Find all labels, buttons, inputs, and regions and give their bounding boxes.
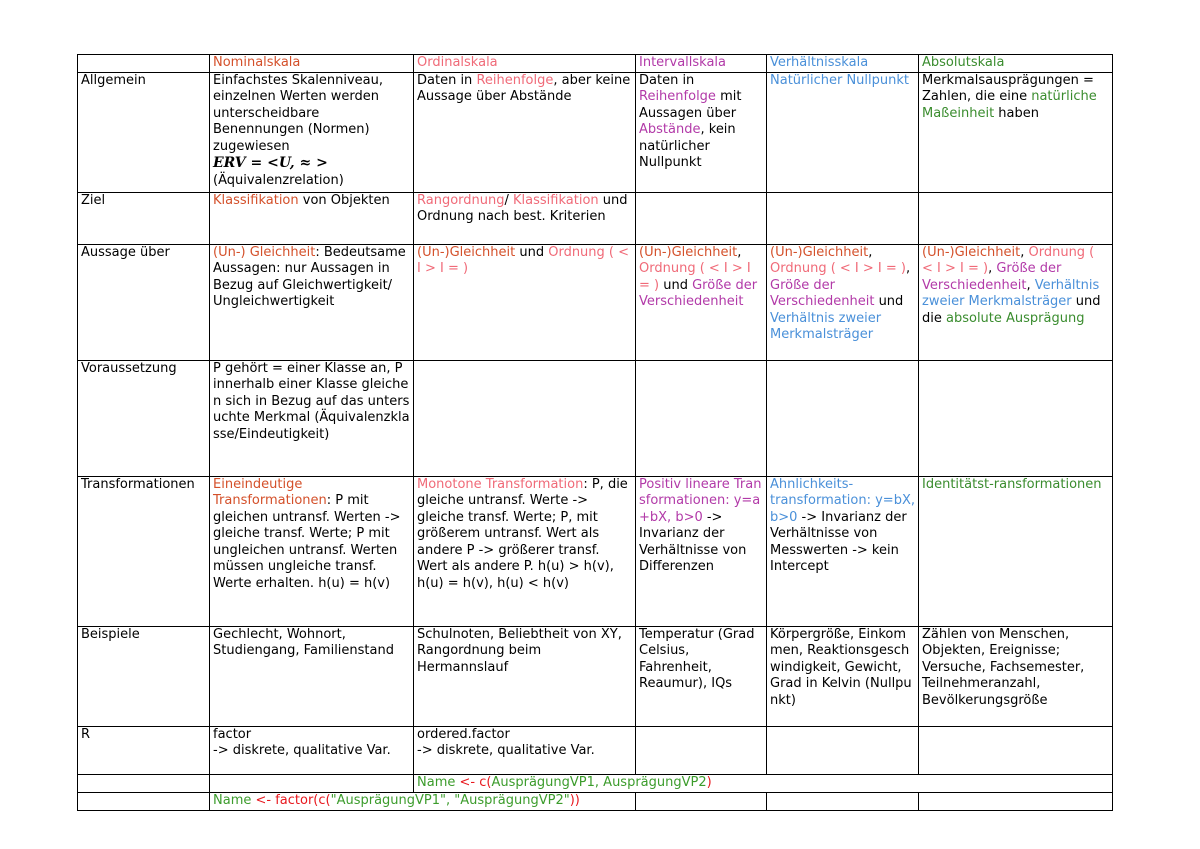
row-code-factor <box>78 792 1113 810</box>
text: -> Invarianz der Verhältnisse von Differenzen <box>639 509 747 574</box>
row-allgemein <box>78 72 1113 192</box>
keyword: Ordnung ( < I > I = ) <box>639 261 751 293</box>
text: haben <box>994 105 1039 121</box>
text: , <box>1020 244 1029 260</box>
empty-cell <box>636 792 767 810</box>
r-absolut <box>919 726 1113 774</box>
allgemein-absolut <box>919 72 1113 192</box>
ziel-absolut <box>919 192 1113 244</box>
keyword: (Un-)Gleichheit <box>770 244 869 260</box>
text: : Bedeutsame Aussagen: nur Aussagen in Bezug auf Gleichwertigkeit/ Ungleichwertigkeit <box>213 244 406 309</box>
keyword: Größe der Verschiedenheit <box>770 277 875 309</box>
cell-text: Einfachstes Skalenniveau, einzelnen Werten werden unterscheidbare Benennungen (Normen) zugewiesen <box>213 72 384 154</box>
r-nominal <box>210 726 414 774</box>
r-verhaeltnis <box>767 726 919 774</box>
header-nominal: Nominalskala <box>210 55 414 73</box>
text: Merkmalsausprägungen = Zahlen, die eine <box>922 72 1094 104</box>
r-intervall <box>636 726 767 774</box>
r-ordinal <box>414 726 636 774</box>
keyword: (Un-) Gleichheit <box>213 244 316 260</box>
text: und <box>659 277 693 293</box>
aussage-absolut <box>919 244 1113 360</box>
text: und <box>874 294 904 309</box>
beispiele-absolut: Zählen von Menschen, Objekten, Ereignisse; Versuche, Fachsemester, Teilnehmeranzahl, Bevölkerungsgröße <box>919 626 1113 726</box>
empty-cell <box>78 792 210 810</box>
keyword: Ordnung ( < I > I = ) <box>417 244 630 276</box>
text: / <box>504 192 514 208</box>
keyword: Verhältnis zweier Merkmalsträger <box>770 310 882 342</box>
voraussetzung-verhaeltnis <box>767 360 919 476</box>
text: , aber keine Aussage über Abstände <box>417 72 631 104</box>
row-label: Ziel <box>78 192 210 244</box>
keyword: Größe der Verschiedenheit <box>639 277 758 309</box>
keyword: Größe der Verschiedenheit <box>922 261 1062 293</box>
keyword: Positiv lineare Transformationen: y=a+bX, b>0 <box>639 476 762 525</box>
code-args: "AusprägungVP1", "AusprägungVP2" <box>330 792 570 808</box>
keyword: Eineindeutige Transformationen <box>213 476 327 508</box>
header-row <box>78 55 1113 73</box>
row-beispiele <box>78 626 1113 726</box>
keyword: (Un-)Gleichheit <box>417 244 516 260</box>
corner-cell <box>78 55 210 73</box>
transformation-intervall <box>636 476 767 626</box>
text: von Objekten <box>298 192 390 208</box>
text: -> diskrete, qualitative Var. <box>213 743 391 758</box>
text: Daten in <box>639 72 695 88</box>
text: : P, die gleiche untransf. Werte -> gleiche transf. Werte; P, mit größerem untransf. Wert als andere P -> größerer transf. Wert als andere P. h(u) > h(v), h(u) = h(v), h(u) < h(v) <box>417 476 628 591</box>
aussage-nominal <box>210 244 414 360</box>
code-close: )) <box>569 792 580 808</box>
code-close: ) <box>706 774 712 790</box>
empty-cell <box>78 774 210 792</box>
keyword: Klassifikation <box>213 192 299 208</box>
keyword: natürliche Maßeinheit <box>922 89 1097 121</box>
allgemein-intervall <box>636 72 767 192</box>
voraussetzung-nominal: P gehört = einer Klasse an, P innerhalb einer Klasse gleichen sich in Bezug auf das untersuchte Merkmal (Äquivalenzklasse/Eindeutigkeit) <box>210 360 414 476</box>
voraussetzung-absolut <box>919 360 1113 476</box>
keyword: Abstände <box>639 122 701 137</box>
text: -> Invarianz der Verhältnisse von Messwerten -> kein Intercept <box>770 509 907 574</box>
row-ziel <box>78 192 1113 244</box>
code-arrow: <- <box>251 792 276 808</box>
empty-cell <box>210 774 414 792</box>
keyword: Klassifikation <box>513 192 599 208</box>
cell-note: (Äquivalenzrelation) <box>213 172 344 188</box>
row-label: Beispiele <box>78 626 210 726</box>
keyword: Verhältnis zweier Merkmalsträger <box>922 277 1100 309</box>
text: factor <box>213 726 252 742</box>
text: , <box>988 261 997 276</box>
text: mit Aussagen über <box>639 89 742 121</box>
text: und Ordnung nach best. Kriterien <box>417 192 628 224</box>
header-ordinal: Ordinalskala <box>414 55 636 73</box>
allgemein-ordinal <box>414 72 636 192</box>
skalenniveau-table <box>77 54 1113 811</box>
transformation-ordinal <box>414 476 636 626</box>
keyword: Reihenfolge <box>476 72 554 88</box>
beispiele-verhaeltnis: Körpergröße, Einkommen, Reaktionsgeschwindigkeit, Gewicht, Grad in Kelvin (Nullpunkt) <box>767 626 919 726</box>
code-arrow: <- <box>455 774 480 790</box>
keyword: (Un-)Gleichheit <box>922 244 1021 260</box>
beispiele-nominal: Gechlecht, Wohnort, Studiengang, Familienstand <box>210 626 414 726</box>
transformation-nominal <box>210 476 414 626</box>
text: , <box>737 244 742 260</box>
text: und die <box>922 294 1101 326</box>
row-label: Allgemein <box>78 72 210 192</box>
code-ordered-factor <box>414 774 1113 792</box>
text: Daten in <box>417 72 477 88</box>
code-args: AusprägungVP1, AusprägungVP2 <box>491 774 707 790</box>
row-label: Transformationen <box>78 476 210 626</box>
text: und <box>515 244 549 260</box>
text: : P mit gleichen untransf. Werten -> gleiche transf. Werte; P mit ungleichen untransf. Werten müssen ungleiche transf. Werte erhalten. h(u) = h(v) <box>213 493 401 591</box>
beispiele-intervall: Temperatur (Grad Celsius, Fahrenheit, Reaumur), IQs <box>636 626 767 726</box>
keyword: absolute Ausprägung <box>946 310 1085 326</box>
row-code-ordinal <box>78 774 1113 792</box>
ziel-verhaeltnis <box>767 192 919 244</box>
row-label: Aussage über <box>78 244 210 360</box>
ziel-intervall <box>636 192 767 244</box>
code-factor <box>210 792 636 810</box>
empty-cell <box>919 792 1113 810</box>
text: , <box>906 261 911 276</box>
voraussetzung-ordinal <box>414 360 636 476</box>
row-voraussetzung <box>78 360 1113 476</box>
text: , <box>1026 277 1035 293</box>
keyword: Ordnung ( < I > I = ) <box>770 261 906 276</box>
aussage-ordinal <box>414 244 636 360</box>
allgemein-nominal <box>210 72 414 192</box>
ziel-nominal <box>210 192 414 244</box>
empty-cell <box>767 792 919 810</box>
keyword: Monotone Transformation <box>417 476 584 492</box>
row-aussage <box>78 244 1113 360</box>
text: , kein natürlicher Nullpunkt <box>639 122 736 170</box>
keyword: Rangordnung <box>417 192 505 208</box>
keyword: Ordnung ( < I > I = ) <box>922 244 1095 276</box>
transformation-verhaeltnis <box>767 476 919 626</box>
row-label: Voraussetzung <box>78 360 210 476</box>
allgemein-verhaeltnis: Natürlicher Nullpunkt <box>767 72 919 192</box>
formula: ERV = <U, ≈ > <box>213 155 328 171</box>
text: ordered.factor <box>417 726 510 742</box>
code-fn: factor(c( <box>275 792 331 808</box>
transformation-absolut: Identitätst-ransformationen <box>919 476 1113 626</box>
keyword: (Un-)Gleichheit <box>639 244 738 260</box>
header-absolut: Absolutskala <box>919 55 1113 73</box>
text: , <box>868 244 873 260</box>
aussage-intervall <box>636 244 767 360</box>
beispiele-ordinal: Schulnoten, Beliebtheit von XY, Rangordnung beim Hermannslauf <box>414 626 636 726</box>
header-intervall: Intervallskala <box>636 55 767 73</box>
row-label: R <box>78 726 210 774</box>
ziel-ordinal <box>414 192 636 244</box>
code-var: Name <box>417 774 456 790</box>
aussage-verhaeltnis <box>767 244 919 360</box>
header-verhaeltnis: Verhältnisskala <box>767 55 919 73</box>
code-var: Name <box>213 792 252 808</box>
voraussetzung-intervall <box>636 360 767 476</box>
code-fn: c( <box>479 774 492 790</box>
row-r <box>78 726 1113 774</box>
row-transformation <box>78 476 1113 626</box>
keyword: Ähnlichkeits-transformation: y=bX, b>0 <box>770 476 915 525</box>
keyword: Reihenfolge <box>639 89 716 104</box>
text: -> diskrete, qualitative Var. <box>417 743 595 758</box>
